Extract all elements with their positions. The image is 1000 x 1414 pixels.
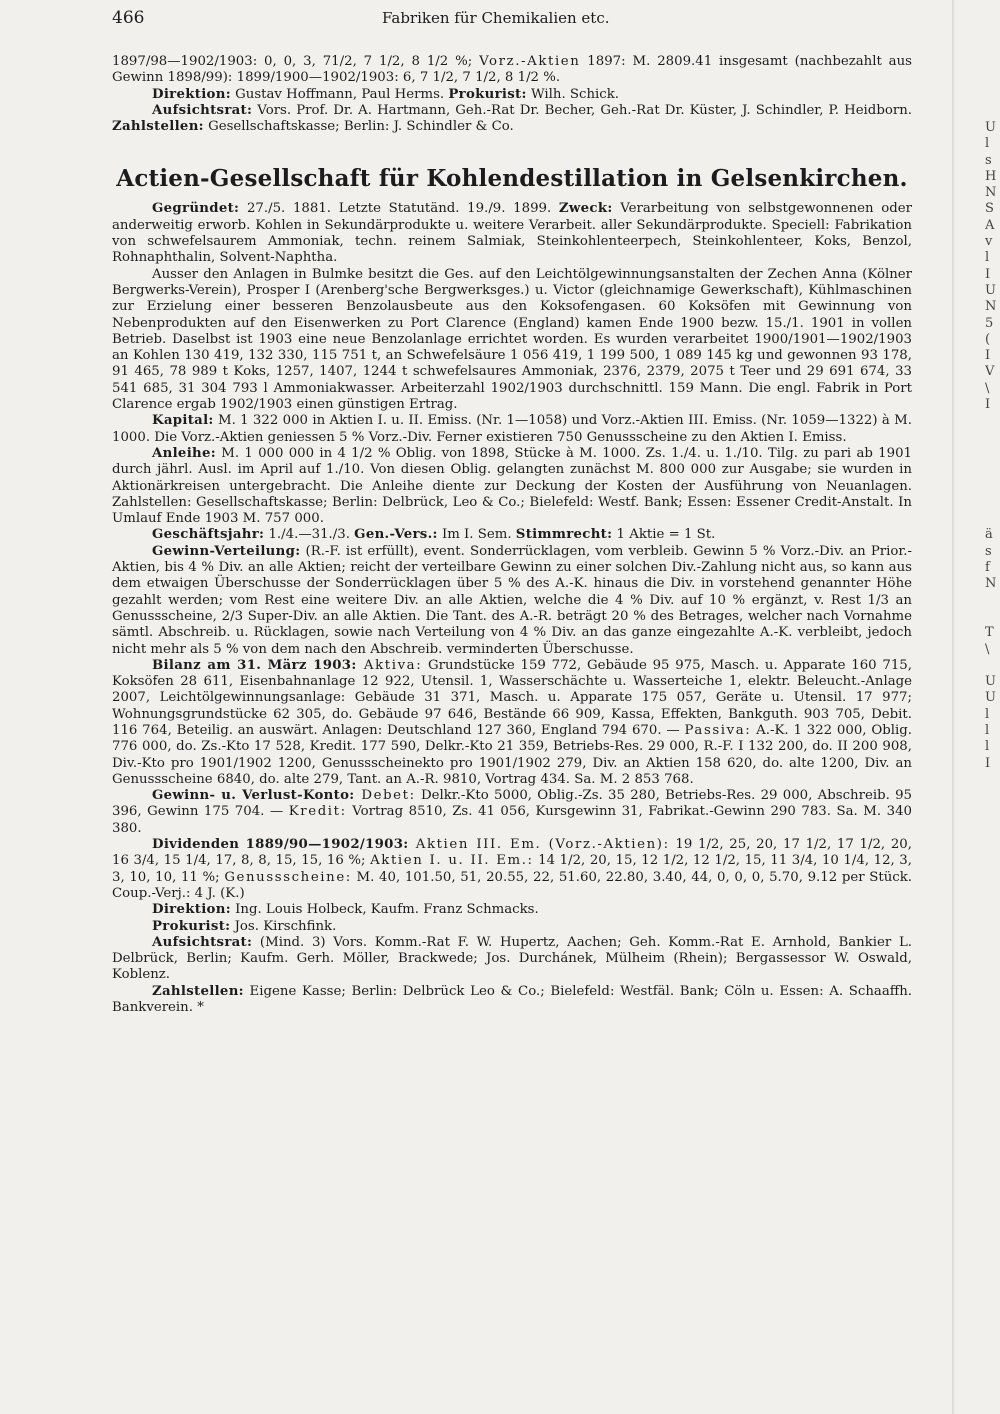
margin-letter: A bbox=[985, 217, 995, 233]
company-title: Actien-Gesellschaft für Kohlendestillation in Gelsenkirchen. bbox=[116, 165, 908, 193]
margin-letter: ( bbox=[985, 331, 991, 347]
section-founded-purpose: Gegründet: 27./5. 1881. Letzte Statutänd. 19./9. 1899. Zweck: Verarbeitung von selbstgewonnenen oder anderweitig erworb. Kohlen in Sekundärprodukte u. weitere Verarbeit. aller Sekundärprodukte. Speciell: Fabrikation von schwefelsaurem Ammoniak, techn. reinem Salmiak, Steinkohlenteerpech, Steinkohlenteer, Koks, Benzol, Rohnaphthalin, Solvent-Naphtha. bbox=[112, 201, 913, 266]
margin-letter: 5 bbox=[985, 315, 994, 331]
margin-letter: v bbox=[985, 234, 993, 250]
margin-letter: s bbox=[985, 543, 992, 559]
section-loan: Anleihe: M. 1 000 000 in 4 1/2 % Oblig. von 1898, Stücke à M. 1000. Zs. 1./4. u. 1./10. Tilg. zu pari ab 1901 durch jährl. Ausl. im April auf 1./10. Von diesen Oblig. gelangten zunächst M. 800 000 zur Ausgabe; sie wurden in Aktionärkreisen untergebracht. Die Anleihe diente zur Deckung der Kosten der Ausführung von Neuanlagen. Zahlstellen: Gesellschaftskasse; Berlin: Delbrück, Leo & Co.; Bielefeld: Westf. Bank; Essen: Essener Credit-Anstalt. In Umlauf Ende 1903 M. 757 000. bbox=[112, 445, 912, 527]
margin-letter: V bbox=[985, 364, 995, 380]
margin-letter: I bbox=[985, 397, 991, 413]
prev-dividends: 1897/98—1902/1903: 0, 0, 3, 71/2, 7 1/2, 8 1/2 %; Vorz.-Aktien 1897: M. 2809.41 insgesamt (nachbezahlt aus Gewinn 1898/99): 1899/1900—1902/1903: 6, 7 1/2, 7 1/2, 8 1/2 %. bbox=[112, 54, 912, 86]
margin-letter: ä bbox=[985, 527, 993, 543]
margin-letter bbox=[985, 609, 1000, 625]
margin-letter: N bbox=[985, 299, 997, 315]
section-paying-agents: Zahlstellen: Eigene Kasse; Berlin: Delbrück Leo & Co.; Bielefeld: Westfäl. Bank; Cöln u. Essen: A. Schaaffh. Bankverein. * bbox=[112, 983, 912, 1016]
margin-letter: \ bbox=[985, 641, 990, 657]
section-procurator: Prokurist: Jos. Kirschfink. bbox=[152, 918, 337, 934]
margin-letter: I bbox=[985, 266, 991, 282]
margin-letter bbox=[985, 658, 1000, 674]
margin-letter: H bbox=[985, 168, 997, 184]
margin-letter bbox=[985, 479, 1000, 495]
margin-letter: l bbox=[985, 722, 990, 738]
margin-letter: S bbox=[985, 201, 994, 217]
margin-letter: T bbox=[985, 625, 994, 641]
margin-letter: l bbox=[985, 739, 990, 755]
margin-letter: U bbox=[985, 674, 996, 690]
margin-letter: U bbox=[985, 690, 996, 706]
margin-letter: I bbox=[985, 348, 991, 364]
page-number: 466 bbox=[112, 8, 145, 28]
page-fold-shadow bbox=[952, 0, 955, 1414]
section-fiscal-year: Geschäftsjahr: 1./4.—31./3. Gen.-Vers.: Im I. Sem. Stimmrecht: 1 Aktie = 1 St. bbox=[152, 527, 716, 543]
margin-letter bbox=[985, 413, 1000, 429]
margin-letter: f bbox=[985, 560, 990, 576]
document-page bbox=[112, 10, 912, 1016]
margin-letter bbox=[985, 593, 1000, 609]
margin-letter: \ bbox=[985, 380, 990, 396]
margin-letter: l bbox=[985, 136, 990, 152]
section-profit-loss: Gewinn- u. Verlust-Konto: Debet: Delkr.-Kto 5000, Oblig.-Zs. 35 280, Betriebs-Res. 29 000, Abschreib. 95 396, Gewinn 175 704. — Kredit: Vortrag 8510, Zs. 41 056, Kursgewinn 31, Fabrikat.-Gewinn 290 783. Sa. M. 340 380. bbox=[112, 788, 913, 836]
margin-letter bbox=[985, 495, 1000, 511]
running-header bbox=[112, 10, 912, 32]
margin-letter bbox=[985, 430, 1000, 446]
section-supervisory-board: Aufsichtsrat: (Mind. 3) Vors. Komm.-Rat F. W. Hupertz, Aachen; Geh. Komm.-Rat E. Arnhold, Bankier L. Delbrück, Berlin; Kaufm. Gerh. Möller, Brackwede; Jos. Durchánek, Mülheim (Rhein); Bergassessor W. Oswald, Koblenz. bbox=[112, 934, 912, 983]
margin-letter: l bbox=[985, 250, 990, 266]
section-profit-distribution: Gewinn-Verteilung: (R.-F. ist erfüllt), event. Sonderrücklagen, vom verbleib. Gewinn 5 % Vorz.-Div. an Prior.-Aktien, bis 4 % Div. an alle Aktien; reicht der verteilbare Gewinn zu einer solchen Div.-Zahlung nicht aus, so kann aus dem etwaigen Überschusse der Sonderrücklagen über 5 % des A.-K. hinaus die Div. in vorstehend genannter Höhe gezahlt werden; vom Rest eine weitere Div. an alle Aktien, welche die 4 % Div. auf 10 % ergänzt, v. Rest 1/3 an Genussscheine, 2/3 Super-Div. an alle Aktien. Die Tant. des A.-R. beträgt 20 % des Betrages, welcher nach Vornahme sämtl. Abschreib. u. Rücklagen, sowie nach Verteilung von 4 % Div. an das ganze eingezahlte A.-K. verbleibt, jedoch nicht mehr als 5 % von dem nach den Abschreib. verminderten Überschusse. bbox=[112, 543, 912, 657]
section-balance-sheet: Bilanz am 31. März 1903: Aktiva: Grundstücke 159 772, Gebäude 95 975, Masch. u. Apparate 160 715, Koksöfen 28 611, Eisenbahnanlage 12 922, Utensil. 1, Wasserschächte u. Wasserteiche 1, elektr. Beleucht.-Anlage 2007, Leichtölgewinnungsanlage: Gebäude 31 371, Masch. u. Apparate 175 057, Geräte u. Utensil. 17 977; Wohnungsgrundstücke 62 305, do. Gebäude 97 646, Bestände 66 909, Kassa, Effekten, Bankguth. 903 705, Debit. 116 764, Beteilig. an auswärt. Anlagen: Deutschland 127 360, England 794 670. — Passiva: A.-K. 1 322 000, Oblig. 776 000, do. Zs.-Kto 17 528, Kredit. 177 590, Delkr.-Kto 21 359, Betriebs-Res. 29 000, R.-F. I 132 200, do. II 200 908, Div.-Kto pro 1901/1902 1200, Genussscheinekto pro 1901/1902 279, Div. an Aktien 158 620, do. alte 1200, Div. an Genussscheine 6840, do. alte 279, Tant. an A.-R. 9810, Vortrag 434. Sa. M. 2 853 768. bbox=[112, 657, 912, 787]
margin-letter: U bbox=[985, 282, 996, 298]
prev-management: Direktion: Gustav Hoffmann, Paul Herms. Prokurist: Wilh. Schick. bbox=[152, 86, 620, 102]
margin-letter: s bbox=[985, 152, 992, 168]
margin-letter bbox=[985, 511, 1000, 527]
section-direction: Direktion: Ing. Louis Holbeck, Kaufm. Franz Schmacks. bbox=[152, 902, 539, 918]
margin-letter: N bbox=[985, 185, 997, 201]
margin-letter: l bbox=[985, 706, 990, 722]
running-title: Fabriken für Chemikalien etc. bbox=[382, 9, 610, 27]
prev-board: Aufsichtsrat: Vors. Prof. Dr. A. Hartmann, Geh.-Rat Dr. Becher, Geh.-Rat Dr. Küster, J. Schindler, P. Heidborn. Zahlstellen: Gesellschaftskasse; Berlin: J. Schindler & Co. bbox=[112, 102, 912, 135]
margin-letter: I bbox=[985, 755, 991, 771]
adjacent-page-margin bbox=[985, 120, 1000, 772]
margin-letter bbox=[985, 446, 1000, 462]
margin-letter bbox=[985, 462, 1000, 478]
margin-letter: Ü bbox=[985, 120, 996, 135]
section-operations: Ausser den Anlagen in Bulmke besitzt die Ges. auf den Leichtölgewinnungsanstalten der Zechen Anna (Kölner Bergwerks-Verein), Prosper I (Arenberg'sche Bergwerksges.) u. Victor (gleichnamige Gewerkschaft), Kühlmaschinen zur Erzielung einer besseren Benzolausbeute aus den Koksofengasen. 60 Koksöfen mit Gewinnung von Nebenprodukten auf den Eisenwerken zu Port Clarence (England) kamen Ende 1900 bezw. 15./1. 1901 in vollen Betrieb. Daselbst ist 1903 eine neue Benzolanlage errichtet worden. Es wurden verarbeitet 1900/1901—1902/1903 an Kohlen 130 419, 132 330, 115 751 t, an Schwefelsäure 1 056 419, 1 199 500, 1 089 145 kg und gewonnen 93 178, 91 465, 78 989 t Koks, 1257, 1407, 1244 t schwefelsaures Ammoniak, 2376, 2379, 2075 t Teer und 29 691 674, 33 541 685, 31 304 793 l Ammoniakwasser. Arbeiterzahl 1902/1903 durchschnittl. 159 Mann. Die engl. Fabrik in Port Clarence ergab 1902/1903 einen günstigen Ertrag. bbox=[112, 266, 912, 413]
section-capital: Kapital: M. 1 322 000 in Aktien I. u. II. Emiss. (Nr. 1—1058) und Vorz.-Aktien III. Emiss. (Nr. 1059—1322) à M. 1000. Die Vorz.-Aktien geniessen 5 % Vorz.-Div. Ferner existieren 750 Genussscheine zu den Aktien I. Emiss. bbox=[112, 413, 912, 445]
section-dividends: Dividenden 1889/90—1902/1903: Aktien III. Em. (Vorz.-Aktien): 19 1/2, 25, 20, 17 1/2, 17 1/2, 20, 16 3/4, 15 1/4, 17, 8, 8, 15, 15, 16 %; Aktien I. u. II. Em.: 14 1/2, 20, 15, 12 1/2, 12 1/2, 15, 11 3/4, 10 1/4, 12, 3, 3, 10, 10, 11 %; Genussscheine: M. 40, 101.50, 51, 20.55, 22, 51.60, 22.80, 3.40, 44, 0, 0, 0, 5.70, 9.12 per Stück. Coup.-Verj.: 4 J. (K.) bbox=[112, 837, 912, 901]
margin-letter: N bbox=[985, 576, 997, 592]
